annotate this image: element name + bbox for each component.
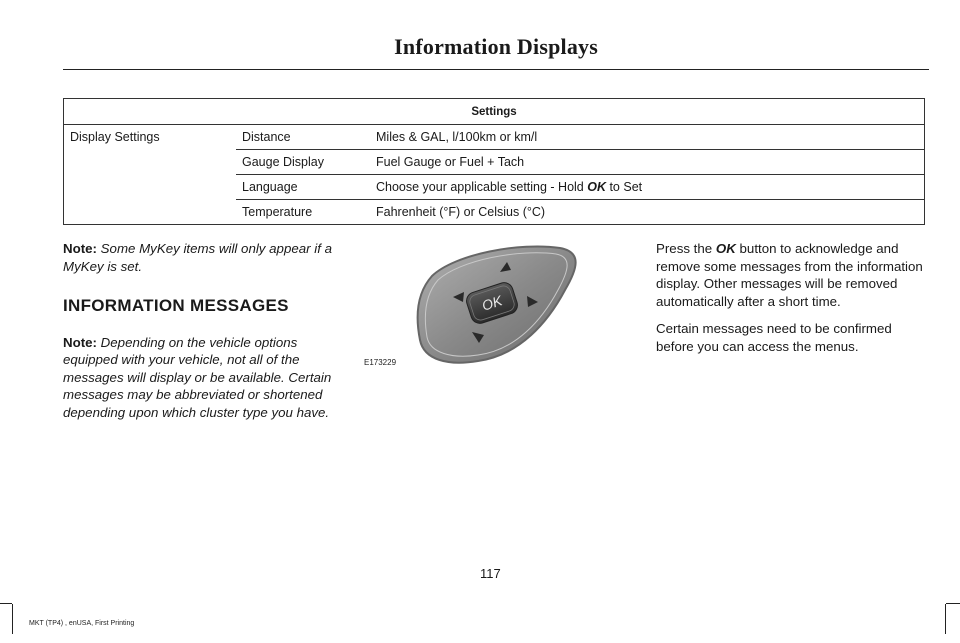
page-header-title: Information Displays [394,34,598,59]
steering-control-figure [360,240,590,375]
table-setting-name: Language [236,175,370,200]
table-setting-value [370,175,925,200]
crop-mark [945,604,946,634]
table-setting-name: Temperature [236,200,370,225]
header-rule [63,69,929,70]
table-caption: Settings [64,99,925,125]
table-caption-row [64,99,925,125]
crop-mark [0,603,12,604]
section-heading: INFORMATION MESSAGES [63,296,289,315]
settings-table [63,98,925,225]
crop-mark [12,604,13,634]
note-text: Some MyKey items will only appear if a MyKey is set. [63,241,332,274]
note-mykey [63,240,343,275]
ok-key-label: OK [587,180,606,194]
note-text: Depending on the vehicle options equipped with your vehicle, not all of the messages will display or be available. Certain messages may be abbreviated or shortened depending upon which cluster type you have. [63,334,332,420]
note-options [63,334,343,422]
table-setting-name: Distance [236,125,370,150]
page-number: 117 [480,566,501,581]
note-label: Note: [63,241,97,256]
table-group-cell: Display Settings [64,125,237,225]
value-text-after: to Set [605,180,643,194]
text-before: Press the [656,241,716,256]
figure-code: E173229 [364,358,397,367]
table-setting-name: Gauge Display [236,150,370,175]
table-setting-value: Fahrenheit (°F) or Celsius (°C) [370,200,925,225]
ok-instruction-paragraph [656,240,928,310]
confirm-paragraph: Certain messages need to be confirmed before you can access the menus. [656,321,892,354]
table-setting-value: Fuel Gauge or Fuel + Tach [370,150,925,175]
right-column [656,240,928,365]
text-after: button to acknowledge and remove some messages from the information display. Other messages will be removed automatically after a short time. [656,241,923,309]
ok-button-label: OK [479,292,505,314]
printing-info: MKT (TP4) , enUSA, First Printing [29,620,135,627]
ok-key-label: OK [715,241,736,256]
note-label: Note: [63,334,97,350]
ok-pad-illustration [360,240,590,375]
value-text-before: Choose your applicable setting - Hold [376,180,588,194]
table-row [64,125,925,150]
table-setting-value: Miles & GAL, l/100km or km/l [370,125,925,150]
left-column [63,240,343,421]
crop-mark [946,603,960,604]
